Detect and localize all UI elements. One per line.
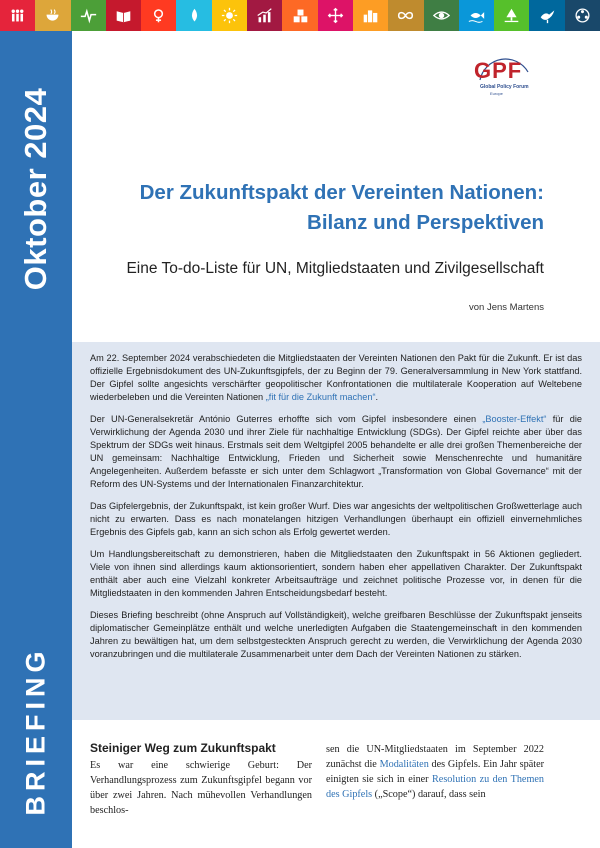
arrows-icon xyxy=(327,7,344,24)
summary-paragraph-3: Das Gipfelergebnis, der Zukunftspakt, ist kein großer Wurf. Dies war angesichts der weltpolitischen Großwetterlage auch nicht zu erwarten. Dass es nach monatelangen hitzigen Verhandlungen überhaupt ein offiziell einvernehmliches Ergebnis des Gipfels gab, kann an sich schon als Erfolg gewertet werden. xyxy=(90,501,582,537)
document-title xyxy=(90,178,544,238)
sdg-tile-13 xyxy=(424,0,459,31)
sdg-tile-10 xyxy=(318,0,353,31)
booster-effekt-link[interactable]: „Booster-Effekt“ xyxy=(482,414,547,424)
sdg-tile-9 xyxy=(282,0,317,31)
sdg-tile-16 xyxy=(529,0,564,31)
summary-box xyxy=(72,342,600,720)
fit-fuer-die-zukunft-link[interactable]: „fit für die Zukunft machen“ xyxy=(265,392,376,402)
sdg-tile-4 xyxy=(106,0,141,31)
city-icon xyxy=(362,7,379,24)
infinity-icon xyxy=(397,7,414,24)
bowl-icon xyxy=(44,7,61,24)
people-icon xyxy=(9,7,26,24)
partnership-icon xyxy=(574,7,591,24)
water-drop-icon xyxy=(186,7,203,24)
sdg-tile-11 xyxy=(353,0,388,31)
sdg-tile-17 xyxy=(565,0,600,31)
summary-paragraph-5: Dieses Briefing beschreibt (ohne Anspruch auf Vollständigkeit), welche greifbaren Beschlüsse der Zukunftspakt jenseits diplomatischer Gemeinplätze enthält und welche unerledigten Aufgaben die Staatengemeinschaft in den kommenden Jahren zu bewältigen hat, um dem selbstgesteckten Anspruch gerecht zu werden, die Verwirklichung der Agenda 2030 voranzubringen und die multilaterale Zusammenarbeit unter dem Dach der Vereinten Nationen zu stärken. xyxy=(90,610,582,659)
cubes-icon xyxy=(292,7,309,24)
logo-subtitle: Global Policy Forum xyxy=(480,84,529,90)
sdg-tile-6 xyxy=(176,0,211,31)
sdg-tile-2 xyxy=(35,0,70,31)
sdg-tile-7 xyxy=(212,0,247,31)
heartbeat-icon xyxy=(80,7,97,24)
book-icon xyxy=(115,7,132,24)
logo-region: Europe xyxy=(490,91,503,96)
sun-icon xyxy=(221,7,238,24)
document-subtitle: Eine To-do-Liste für UN, Mitgliedstaaten und Zivilgesellschaft xyxy=(126,260,544,277)
summary-paragraph-2: Der UN-Generalsekretär António Guterres erhoffte sich vom Gipfel insbesondere einen „Booster-Effekt“ für die Verwirklichung der Agenda 2030 und ihrer Ziele für nachhaltige Entwicklung (SDGs). Der Gipfel reichte aber über das Spektrum der SDGs weit hinaus. Erstmals seit dem Weltgipfel 2005 behandelte er alle drei großen Themenbereiche der UN gemeinsam: Nachhaltige Entwicklung, Frieden und Sicherheit sowie Menschenrechte und humanitäre Angelegenheiten. Außerdem befasste er sich unter dem Schlagwort „Transformation von Global Governance“ mit der Reform des UN-Systems und der Internationalen Finanzarchitektur. xyxy=(90,414,582,489)
sdg-tile-3 xyxy=(71,0,106,31)
sdg-tile-15 xyxy=(494,0,529,31)
tree-icon xyxy=(503,7,520,24)
body-column-right: sen die UN-Mitgliedstaaten im September 2022 zunächst die Modalitäten des Gipfels. Ein Jahr später einigten sie sich in einer Resolution zu den Themen des Gipfels („Scope“) darauf, dass sein xyxy=(326,744,545,800)
summary-paragraph-1: Am 22. September 2024 verabschiedeten die Mitgliedstaaten der Vereinten Nationen den Pakt für die Zukunft. Er ist das offizielle Ergebnisdokument des UN-Zukunftsgipfels, der zu Beginn der 79. Generalversammlung in New York stattfand. Der Gipfel sollte angesichts verschärfter geopolitischer Konfrontationen die multilaterale Kooperation auf Weltebene wiederbeleben und die Vereinten Nationen „fit für die Zukunft machen“. xyxy=(90,353,582,402)
growth-chart-icon xyxy=(256,7,273,24)
sdg-icon-strip xyxy=(0,0,600,31)
equality-icon xyxy=(150,7,167,24)
summary-paragraph-4: Um Handlungsbereitschaft zu demonstrieren, haben die Mitgliedstaaten den Zukunftspakt in 56 Aktionen gegliedert. Viele von ihnen sind allerdings kaum aktionsorientiert, sondern haben eher appellativen Charakter. Der Zukunftspakt enthält aber auch eine Vielzahl konkreter Arbeitsaufträge und zeichnet politische Prozesse vor, in denen für die Mitgliedstaaten in den kommenden Jahren Entscheidungsbedarf besteht. xyxy=(90,549,582,598)
body-column-left: Es war eine schwierige Geburt: Der Verhandlungsprozess zum Zukunftsgipfel begann vor über zwei Jahren. Nach mühevollen Verhandlungen beschlos- xyxy=(90,760,312,816)
issue-date: Oktober 2024 xyxy=(18,87,53,291)
title-line-1: Der Zukunftspakt der Vereinten Nationen: xyxy=(139,181,544,204)
document-type: BRIEFING xyxy=(20,646,51,816)
dove-icon xyxy=(539,7,556,24)
gpf-logo xyxy=(472,50,532,110)
resolution-themen-link[interactable]: Resolution zu den Themen des Gipfels xyxy=(326,774,544,800)
author-line: von Jens Martens xyxy=(469,302,544,313)
sdg-tile-1 xyxy=(0,0,35,31)
title-line-2: Bilanz und Perspektiven xyxy=(307,211,544,234)
sdg-tile-5 xyxy=(141,0,176,31)
section-heading: Steiniger Weg zum Zukunftspakt xyxy=(90,741,276,755)
modalitaeten-link[interactable]: Modalitäten xyxy=(379,759,429,770)
sdg-tile-14 xyxy=(459,0,494,31)
eye-globe-icon xyxy=(433,7,450,24)
logo-name: GPF xyxy=(474,58,523,83)
fish-icon xyxy=(468,7,485,24)
sdg-tile-8 xyxy=(247,0,282,31)
sdg-tile-12 xyxy=(388,0,423,31)
sidebar xyxy=(0,31,72,848)
